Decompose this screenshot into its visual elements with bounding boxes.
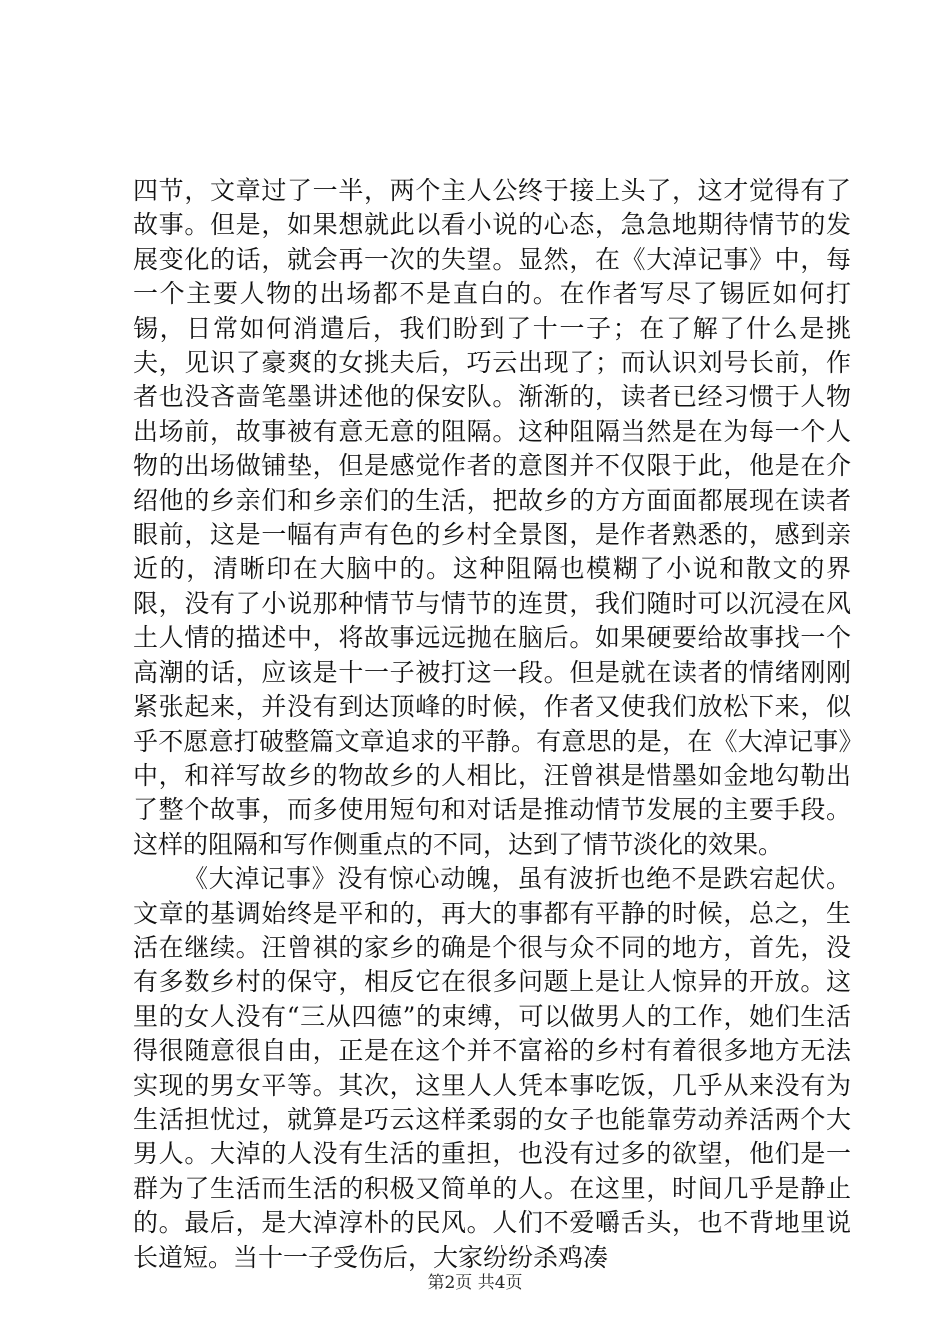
paragraph-1: 四节，文章过了一半，两个主人公终于接上头了，这才觉得有了故事。但是，如果想就此以看小说的心态，急急地期待情节的发展变化的话，就会再一次的失望。显然，在《大淖记事》中，每一个主要人物的出场都不是直白的。在作者写尽了锡匠如何打锡，日常如何消遣后，我们盼到了十一子；在了解了什么是挑夫，见识了豪爽的女挑夫后，巧云出现了；而认识刘号长前，作者也没吝啬笔墨讲述他的保安队。渐渐的，读者已经习惯于人物出场前，故事被有意无意的阻隔。这种阻隔当然是在为每一个人物的出场做铺垫，但是感觉作者的意图并不仅限于此，他是在介绍他的乡亲们和乡亲们的生活，把故乡的方方面面都展现在读者眼前，这是一幅有声有色的乡村全景图，是作者熟悉的，感到亲近的，清晰印在大脑中的。这种阻隔也模糊了小说和散文的界限，没有了小说那种情节与情节的连贯，我们随时可以沉浸在风土人情的描述中，将故事远远抛在脑后。如果硬要给故事找一个高潮的话，应该是十一子被打这一段。但是就在读者的情绪刚刚紧张起来，并没有到达顶峰的时候，作者又使我们放松下来，似乎不愿意打破整篇文章追求的平静。有意思的是，在《大淖记事》中，和祥写故乡的物故乡的人相比，汪曾祺是惜墨如金地勾勒出了整个故事，而多使用短句和对话是推动情节发展的主要手段。这样的阻隔和写作侧重点的不同，达到了情节淡化的效果。 [133,176,851,859]
page-footer: 第2页 共4页 [427,1273,523,1293]
body-text [133,174,851,1275]
paragraph-2: 《大淖记事》没有惊心动魄，虽有波折也绝不是跌宕起伏。文章的基调始终是平和的，再大的事都有平静的时候，总之，生活在继续。汪曾祺的家乡的确是个很与众不同的地方，首先，没有多数乡村的保守，相反它在很多问题上是让人惊异的开放。这里的女人没有“三从四德”的束缚，可以做男人的工作，她们生活得很随意很自由，正是在这个并不富裕的乡村有着很多地方无法实现的男女平等。其次，这里人人凭本事吃饭，几乎从来没有为生活担忧过，就算是巧云这样柔弱的女子也能靠劳动养活两个大男人。大淖的人没有生活的重担，也没有过多的欲望，他们是一群为了生活而生活的积极又简单的人。在这里，时间几乎是静止的。最后，是大淖淳朴的民风。人们不爱嚼舌头，也不背地里说长道短。当十一子受伤后，大家纷纷杀鸡凑 [133,864,851,1272]
